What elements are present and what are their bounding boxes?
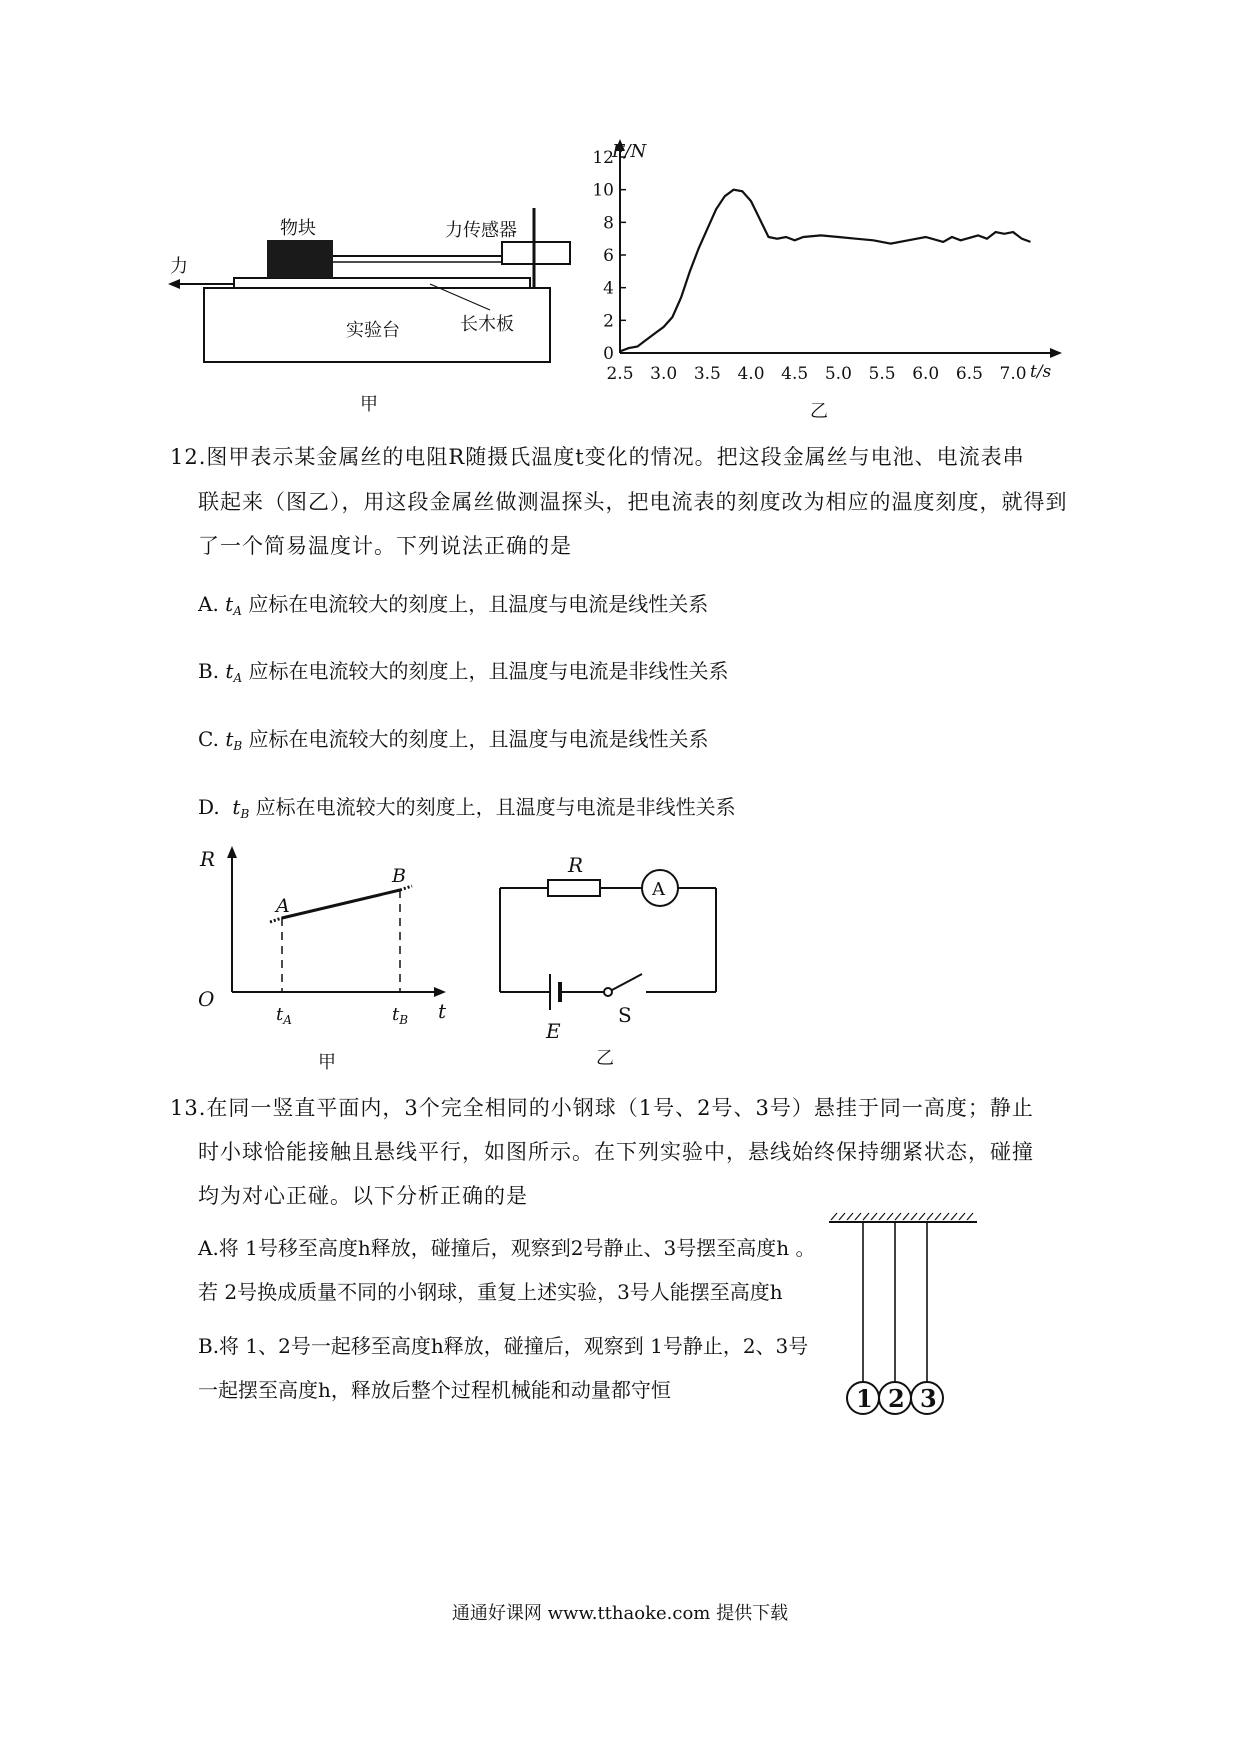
y-tick-label: 6 [603, 246, 614, 266]
ball-2-label: 2 [888, 1384, 905, 1413]
circuit-diagram [490, 850, 730, 1075]
q12-option-d: D. $t_B$ 应标在电流较大的刻度上，且温度与电流是非线性关系 [198, 795, 736, 821]
q12-option-b: B. $t_A$ 应标在电流较大的刻度上，且温度与电流是非线性关系 [198, 659, 729, 685]
x-axis-label: t/s [1030, 362, 1052, 382]
y-tick-label: 12 [592, 148, 614, 168]
x-tick-label: 2.5 [606, 364, 634, 384]
q13-stem-line-3: 均为对心正碰。以下分析正确的是 [198, 1184, 528, 1208]
page-footer: 通通好课网 www.tthaoke.com 提供下载 [451, 1603, 789, 1624]
origin-label: O [198, 987, 215, 1011]
q12-stem-line-1: 12.图甲表示某金属丝的电阻R随摄氏温度t变化的情况。把这段金属丝与电池、电流表串 [170, 445, 1025, 469]
sensor-label: 力传感器 [445, 220, 517, 241]
point-b-label: B [392, 865, 406, 887]
x-tick-label: 3.5 [693, 364, 721, 384]
q13-stem-line-2: 时小球恰能接触且悬线平行，如图所示。在下列实验中，悬线始终保持绷紧状态，碰撞 [198, 1140, 1034, 1164]
resistor [548, 880, 600, 896]
switch-label: S [618, 1003, 632, 1027]
q12-option-a: A. $t_A$ 应标在电流较大的刻度上，且温度与电流是线性关系 [198, 592, 709, 618]
y-tick-label: 4 [603, 278, 614, 299]
ball-3-label: 3 [920, 1384, 937, 1413]
battery-label: E [546, 1019, 561, 1043]
r-axis-label: R [200, 847, 216, 871]
x-tick-label: 4.0 [737, 364, 765, 384]
q12-option-c: C. $t_B$ 应标在电流较大的刻度上，且温度与电流是线性关系 [198, 727, 709, 753]
force-sensor [502, 242, 570, 264]
figure-caption-jia: 甲 [360, 394, 378, 415]
r-t-line [282, 890, 400, 918]
x-tick-label: 5.0 [824, 364, 852, 384]
x-tick-label: 3.0 [650, 364, 678, 384]
y-tick-label: 10 [592, 180, 614, 201]
q13-stem-line-1: 13.在同一竖直平面内，3个完全相同的小钢球（1号、2号、3号）悬挂于同一高度；静止 [170, 1096, 1034, 1120]
q12-stem-line-2: 联起来（图乙），用这段金属丝做测温探头，把电流表的刻度改为相应的温度刻度，就得到 [198, 490, 1068, 514]
board-label: 长木板 [460, 314, 514, 335]
tick-ta: $t_A$ [276, 1004, 292, 1027]
table-label: 实验台 [346, 320, 400, 341]
block [267, 240, 333, 278]
y-tick-label: 8 [603, 213, 614, 234]
q13-option-b-line-2: 一起摆至高度h，释放后整个过程机械能和动量都守恒 [198, 1378, 671, 1402]
x-tick-label: 6.5 [955, 364, 983, 384]
tick-tb: $t_B$ [392, 1004, 409, 1027]
ball-1-label: 1 [856, 1384, 873, 1413]
x-tick-label: 5.5 [868, 364, 896, 384]
x-tick-label: 4.5 [781, 364, 809, 384]
point-a-label: A [276, 895, 290, 917]
x-tick-label: 6.0 [912, 364, 940, 384]
y-tick-label: 2 [603, 311, 614, 332]
resistance-temperature-graph [190, 840, 470, 1080]
figure-caption-yi: 乙 [810, 401, 828, 422]
x-tick-label: 7.0 [999, 364, 1027, 384]
switch [612, 974, 642, 990]
force-label: 力 [170, 256, 188, 277]
resistor-label: R [568, 853, 584, 877]
long-board [234, 278, 530, 288]
block-label: 物块 [280, 218, 316, 239]
force-curve [620, 190, 1031, 352]
q13-option-a-line-2: 若 2号换成质量不同的小钢球，重复上述实验，3号人能摆至高度h [198, 1280, 783, 1304]
pendulum-balls-diagram [825, 1210, 985, 1425]
y-axis-label: F/N [612, 141, 647, 162]
switch-pivot [604, 988, 612, 996]
q13-option-b-line-1: B.将 1、2号一起移至高度h释放，碰撞后，观察到 1号静止，2、3号 [198, 1334, 809, 1358]
q13-option-a-line-1: A.将 1号移至高度h释放，碰撞后，观察到2号静止、3号摆至高度h 。 [198, 1236, 816, 1260]
y-tick-label: 0 [603, 344, 614, 364]
q12-stem-line-3: 了一个简易温度计。下列说法正确的是 [198, 534, 572, 558]
ammeter-label: A [652, 879, 665, 900]
t-axis-label: t [438, 999, 447, 1023]
friction-apparatus-diagram [160, 200, 580, 430]
graph-caption-jia: 甲 [318, 1052, 336, 1073]
circuit-caption-yi: 乙 [596, 1048, 614, 1069]
force-time-chart [592, 135, 1070, 435]
